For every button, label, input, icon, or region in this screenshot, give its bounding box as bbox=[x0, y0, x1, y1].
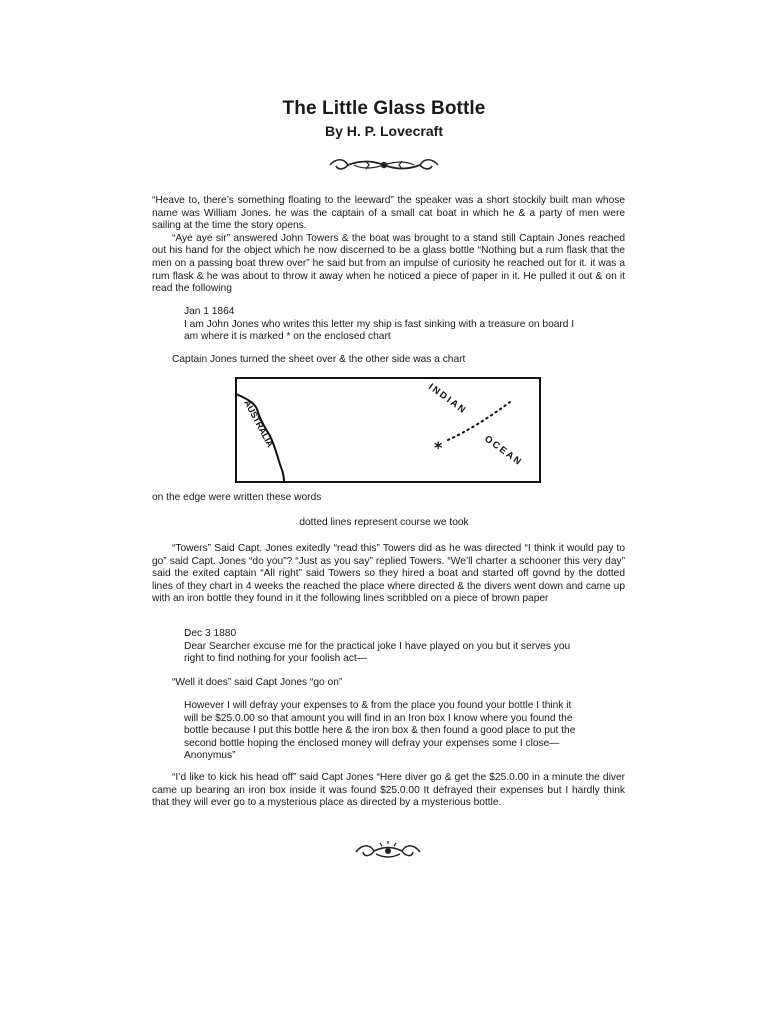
letter-3-line-1: However I will defray your expenses to & from the place you found your bottle I think it bbox=[184, 700, 572, 711]
letter-1 bbox=[184, 306, 609, 344]
dotted-lines-note: dotted lines represent course we took bbox=[299, 517, 469, 528]
opening-paragraphs bbox=[152, 195, 625, 296]
letter-1-line-2: am where it is marked * on the enclosed chart bbox=[184, 331, 391, 343]
letter-2-line-1: Dear Searcher excuse me for the practical joke I have played on you but it serves you bbox=[184, 640, 571, 652]
paragraph-2: “Aye aye sir” answered John Towers & the boat was brought to a stand still Captain Jones reached out his hand for the object which he now discerned to be a glass bottle “Nothing but a rum flask that the men on a passing boat threw over” he said but from an impulse of curiosity he reached out for it. it was a rum flask & he was about to throw it away when he noticed a piece of paper in it. He pulled it out & on it read the following bbox=[152, 232, 625, 295]
paragraph-1: “Heave to, there’s something floating to the leeward” the speaker was a short stockily built man whose name was William Jones. he was the captain of a small cat boat in which he & a party of men were sailing at the time the story opens. bbox=[152, 195, 625, 232]
letter-2-date: Dec 3 1880 bbox=[184, 628, 237, 639]
go-on-line: “Well it does” said Capt Jones “go on” bbox=[172, 677, 343, 688]
paragraph-4: “I’d like to kick his head off” said Capt Jones “Here diver go & get the $25.0.00 in a minute the diver came up bearing an iron box inside it was found $25.0.00 It defrayed their expenses but I hardly think that they will ever go to a mysterious place as directed by a mysterious bottle. bbox=[152, 772, 625, 809]
letter-3-line-4: second bottle hoping the enclosed money will defray your expenses some I close— bbox=[184, 737, 560, 749]
letter-1-line-1: I am John Jones who writes this letter my ship is fast sinking with a treasure on board I bbox=[184, 318, 575, 330]
indian-label: INDIAN bbox=[426, 381, 469, 417]
story-author: By H. P. Lovecraft bbox=[324, 123, 443, 139]
treasure-star-mark: * bbox=[434, 438, 443, 457]
letter-2 bbox=[184, 628, 609, 666]
paragraph-3-container bbox=[152, 543, 625, 606]
letter-1-date: Jan 1 1864 bbox=[184, 306, 235, 317]
australia-label: AUSTRALIA bbox=[242, 398, 276, 449]
letter-3-line-3: bottle because I put this bottle here & the iron box & then found a good place to put the bbox=[184, 725, 576, 737]
bottom-ornament bbox=[352, 840, 424, 862]
ocean-label: OCEAN bbox=[482, 433, 525, 469]
treasure-chart bbox=[228, 374, 548, 486]
letter-3 bbox=[184, 700, 609, 763]
chart-intro: Captain Jones turned the sheet over & the other side was a chart bbox=[172, 354, 466, 365]
edge-text: on the edge were written these words bbox=[152, 492, 322, 503]
letter-3-line-5: Anonymus” bbox=[184, 750, 236, 762]
paragraph-4-container bbox=[152, 772, 625, 810]
paragraph-3: “Towers” Said Capt. Jones exitedly “read this” Towers did as he was directed “I think it would pay to go” said Capt. Jones “do you”? “Just as you say” replied Towers. “We’ll charter a schooner this very day” said the exited captain “All right” said Towers so they hired a boat and started off govnd by the dotted lines of they chart in 4 weeks the reached the place where directed & the divers went down and came up with an iron bottle they found in it the following lines scribbled on a piece of brown paper bbox=[152, 543, 625, 605]
letter-3-line-2: will be $25.0.00 so that amount you will find in an Iron box I know where you found the bbox=[184, 712, 573, 724]
letter-2-line-2: right to find nothing for your foolish act— bbox=[184, 653, 367, 665]
story-title: The Little Glass Bottle bbox=[282, 98, 486, 119]
top-ornament bbox=[326, 156, 442, 174]
